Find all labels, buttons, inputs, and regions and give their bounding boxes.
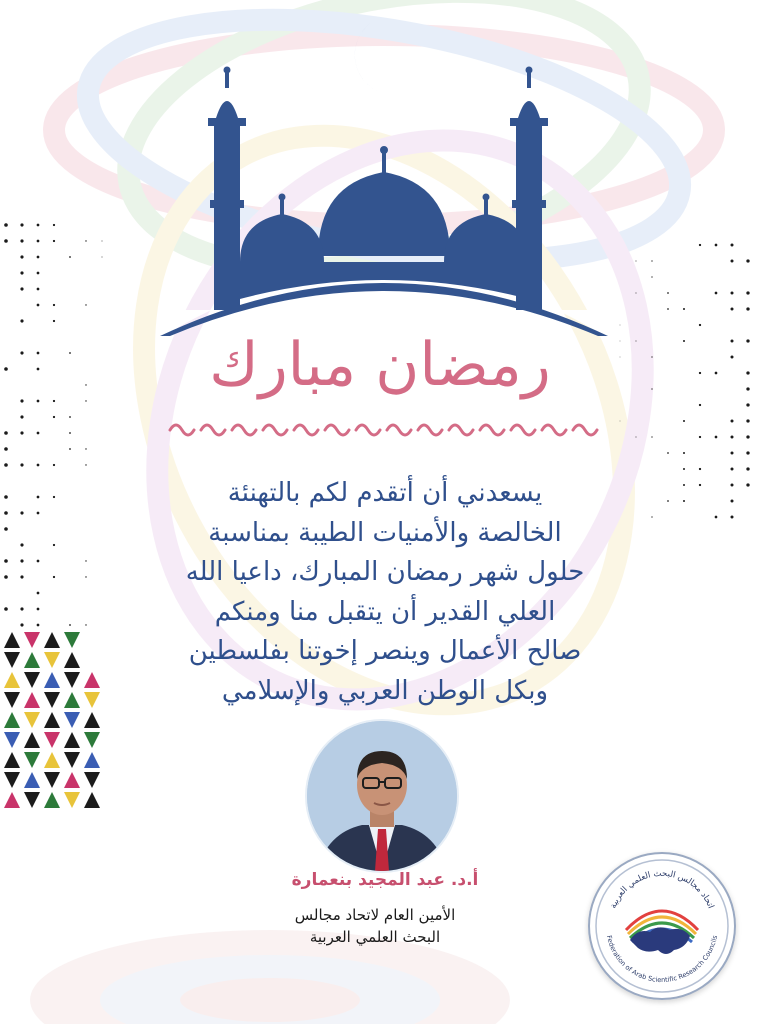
pattern-dot: [69, 256, 71, 258]
pattern-dot: [651, 356, 652, 357]
message-line: حلول شهر رمضان المبارك، داعيا الله: [185, 557, 585, 587]
pattern-dot: [620, 341, 621, 342]
pattern-triangle: [24, 752, 40, 768]
pattern-triangle: [24, 632, 40, 648]
pattern-dot: [37, 288, 40, 291]
pattern-dot: [651, 260, 652, 261]
pattern-dot: [37, 432, 40, 435]
pattern-dot: [37, 368, 40, 371]
pattern-dot: [4, 447, 8, 451]
pattern-triangle: [64, 632, 80, 648]
pattern-dot: [699, 244, 701, 246]
logo-english-name: Federation of Arab Scientific Research Councils: [604, 934, 720, 985]
pattern-dot: [20, 575, 23, 578]
calligraphy-flourish: [542, 425, 566, 435]
pattern-triangle: [44, 692, 60, 708]
pattern-triangle: [64, 732, 80, 748]
pattern-dot: [20, 287, 23, 290]
logo-globe-icon: [588, 852, 736, 1000]
signatory-title-line-2: البحث العلمي العربية: [309, 928, 441, 946]
pattern-dot: [4, 463, 8, 467]
pattern-triangle: [4, 772, 20, 788]
pattern-triangle: [44, 732, 60, 748]
pattern-dot: [20, 463, 23, 466]
pattern-dot: [53, 320, 55, 322]
pattern-dot: [4, 559, 8, 563]
pattern-dot: [746, 339, 749, 342]
pattern-dot: [4, 527, 8, 531]
pattern-dot: [746, 451, 749, 454]
pattern-triangle: [24, 772, 40, 788]
pattern-dot: [37, 624, 40, 627]
portrait-photo: [305, 719, 459, 873]
pattern-dot: [85, 304, 86, 305]
pattern-triangle: [44, 632, 60, 648]
pattern-triangle: [64, 692, 80, 708]
pattern-dot: [20, 543, 23, 546]
pattern-dot: [69, 448, 71, 450]
pattern-dot: [20, 223, 23, 226]
pattern-triangle: [64, 672, 80, 688]
pattern-dot: [746, 403, 749, 406]
pattern-dot: [37, 608, 40, 611]
pattern-dot: [20, 351, 23, 354]
pattern-dot: [699, 372, 701, 374]
pattern-dot: [699, 484, 701, 486]
pattern-dot: [746, 483, 749, 486]
pattern-dot: [651, 516, 652, 517]
signatory-name: أ.د. عبد المجيد بنعمارة: [291, 870, 479, 890]
pattern-dot: [651, 388, 652, 389]
pattern-dot: [731, 244, 734, 247]
pattern-dot: [53, 544, 55, 546]
pattern-dot: [4, 511, 8, 515]
pattern-dot: [69, 416, 71, 418]
pattern-dot: [667, 308, 669, 310]
pattern-dot: [746, 371, 749, 374]
pattern-dot: [731, 420, 734, 423]
pattern-dot: [53, 464, 55, 466]
calligraphy-flourish: [232, 425, 256, 435]
pattern-dot: [20, 431, 23, 434]
pattern-triangle: [4, 752, 20, 768]
pattern-dot: [651, 436, 652, 437]
pattern-triangle: [84, 792, 100, 808]
pattern-dot: [699, 404, 701, 406]
pattern-triangle: [64, 712, 80, 728]
pattern-dot: [746, 467, 749, 470]
pattern-dot: [53, 240, 55, 242]
pattern-triangle: [84, 772, 100, 788]
pattern-triangle: [44, 672, 60, 688]
pattern-dot: [683, 500, 685, 502]
pattern-dot: [20, 271, 23, 274]
pattern-dot: [731, 452, 734, 455]
pattern-dot: [715, 516, 718, 519]
pattern-dot: [731, 468, 734, 471]
pattern-dot: [37, 592, 40, 595]
signatory-title-line-1: الأمين العام لاتحاد مجالس: [294, 906, 456, 924]
pattern-triangle: [4, 792, 20, 808]
pattern-triangle: [64, 792, 80, 808]
pattern-dot: [37, 240, 40, 243]
pattern-triangle: [44, 712, 60, 728]
pattern-dot: [4, 431, 8, 435]
pattern-dot: [683, 484, 685, 486]
pattern-dot: [746, 291, 749, 294]
pattern-dot: [715, 436, 718, 439]
pattern-dot: [69, 624, 71, 626]
pattern-dot: [699, 324, 701, 326]
pattern-triangle: [4, 712, 20, 728]
pattern-dot: [699, 468, 701, 470]
calligraphy-flourish: [573, 425, 597, 435]
pattern-dot: [683, 340, 685, 342]
calligraphy-text: رمضان مبارك: [209, 330, 551, 400]
pattern-dot: [20, 559, 23, 562]
pattern-dot: [85, 624, 86, 625]
pattern-dot: [683, 420, 685, 422]
pattern-dot: [37, 272, 40, 275]
message-line: العلي القدير أن يتقبل منا ومنكم: [214, 596, 556, 627]
pattern-dot: [102, 241, 103, 242]
pattern-dot: [53, 576, 55, 578]
pattern-triangle: [24, 692, 40, 708]
message-line: وبكل الوطن العربي والإسلامي: [221, 675, 549, 706]
pattern-dot: [20, 607, 23, 610]
pattern-dot: [746, 259, 749, 262]
pattern-dot: [620, 325, 621, 326]
pattern-triangle: [44, 772, 60, 788]
pattern-triangle: [4, 732, 20, 748]
pattern-dot: [683, 308, 685, 310]
pattern-dot: [731, 260, 734, 263]
pattern-dot: [4, 367, 8, 371]
calligraphy-flourish: [201, 425, 225, 435]
pattern-dot: [731, 340, 734, 343]
calligraphy-flourish: [170, 425, 194, 435]
pattern-dot: [4, 575, 8, 579]
pattern-dot: [69, 432, 71, 434]
calligraphy-flourish: [480, 425, 504, 435]
pattern-dot: [715, 292, 718, 295]
pattern-dot: [635, 436, 636, 437]
greeting-message: [120, 474, 650, 711]
pattern-dot: [53, 416, 55, 418]
pattern-triangle: [44, 792, 60, 808]
pattern-triangle: [84, 732, 100, 748]
message-line: يسعدني أن أتقدم لكم بالتهنئة: [227, 478, 543, 508]
pattern-dot: [85, 560, 86, 561]
pattern-dot: [4, 495, 8, 499]
message-line: صالح الأعمال وينصر إخوتنا بفلسطين: [188, 636, 582, 666]
pattern-dot: [746, 387, 749, 390]
pattern-dot: [731, 292, 734, 295]
message-line: الخالصة والأمنيات الطيبة بمناسبة: [208, 517, 562, 548]
pattern-dot: [635, 340, 636, 341]
pattern-dot: [731, 516, 734, 519]
pattern-dot: [20, 623, 23, 626]
pattern-dot: [683, 468, 685, 470]
pattern-dot: [620, 357, 621, 358]
pattern-dot: [20, 511, 23, 514]
pattern-triangle: [44, 752, 60, 768]
pattern-dot: [699, 436, 701, 438]
pattern-dot: [4, 223, 8, 227]
pattern-dot: [37, 352, 40, 355]
pattern-dot: [53, 224, 55, 226]
pattern-triangle: [24, 652, 40, 668]
pattern-dot: [651, 276, 652, 277]
pattern-dot: [731, 436, 734, 439]
pattern-triangle: [64, 772, 80, 788]
pattern-dot: [667, 452, 669, 454]
pattern-triangle: [64, 652, 80, 668]
ramadan-mubarak-calligraphy: [150, 318, 610, 448]
pattern-dot: [731, 500, 734, 503]
pattern-triangle: [84, 712, 100, 728]
calligraphy-flourish: [263, 425, 287, 435]
pattern-dot: [731, 484, 734, 487]
pattern-triangle: [84, 672, 100, 688]
pattern-dot: [715, 244, 718, 247]
pattern-triangle: [24, 672, 40, 688]
pattern-dot: [746, 435, 749, 438]
pattern-dot: [635, 260, 636, 261]
pattern-triangle: [24, 732, 40, 748]
pattern-dot: [683, 452, 685, 454]
pattern-triangle: [4, 692, 20, 708]
left-dot-pattern: [4, 223, 102, 626]
pattern-triangle: [84, 692, 100, 708]
pattern-dot: [635, 292, 636, 293]
pattern-dot: [85, 384, 86, 385]
pattern-dot: [20, 319, 23, 322]
pattern-dot: [85, 240, 86, 241]
pattern-dot: [667, 292, 669, 294]
mosque-icon: [160, 62, 608, 338]
pattern-triangle: [44, 652, 60, 668]
pattern-dot: [20, 415, 23, 418]
calligraphy-flourish: [418, 425, 442, 435]
pattern-triangle: [4, 652, 20, 668]
pattern-dot: [37, 560, 40, 563]
pattern-dot: [20, 399, 23, 402]
pattern-dot: [85, 400, 86, 401]
pattern-dot: [37, 256, 40, 259]
pattern-triangle: [4, 672, 20, 688]
svg-text:اتحاد مجالس البحث العلمي العرب: [608, 869, 715, 910]
pattern-dot: [20, 239, 23, 242]
pattern-dot: [4, 607, 8, 611]
calligraphy-flourish: [356, 425, 380, 435]
pattern-dot: [37, 304, 40, 307]
pattern-dot: [667, 500, 669, 502]
pattern-dot: [731, 356, 734, 359]
pattern-dot: [37, 464, 40, 467]
federation-logo: [588, 852, 736, 1000]
pattern-dot: [620, 421, 621, 422]
pattern-dot: [69, 352, 71, 354]
pattern-dot: [37, 400, 40, 403]
calligraphy-flourish: [511, 425, 535, 435]
pattern-triangle: [84, 752, 100, 768]
pattern-triangle: [64, 752, 80, 768]
pattern-triangle: [24, 792, 40, 808]
pattern-triangle: [4, 632, 20, 648]
pattern-dot: [53, 400, 55, 402]
pattern-dot: [746, 419, 749, 422]
pattern-dot: [53, 496, 55, 498]
calligraphy-flourish: [449, 425, 473, 435]
pattern-dot: [20, 255, 23, 258]
calligraphy-flourish: [325, 425, 349, 435]
portrait-illustration: [307, 721, 457, 871]
left-triangle-pattern: [4, 632, 100, 808]
pattern-dot: [37, 512, 40, 515]
pattern-dot: [85, 464, 86, 465]
calligraphy-flourish: [387, 425, 411, 435]
pattern-dot: [731, 308, 734, 311]
pattern-triangle: [24, 712, 40, 728]
pattern-dot: [4, 239, 8, 243]
pattern-dot: [37, 224, 40, 227]
pattern-dot: [37, 496, 40, 499]
calligraphy-flourish: [294, 425, 318, 435]
pattern-dot: [102, 257, 103, 258]
logo-arabic-name: اتحاد مجالس البحث العلمي العربية: [608, 868, 716, 911]
pattern-dot: [85, 576, 86, 577]
pattern-dot: [85, 448, 86, 449]
pattern-dot: [746, 307, 749, 310]
pattern-dot: [715, 372, 718, 375]
pattern-dot: [53, 304, 55, 306]
